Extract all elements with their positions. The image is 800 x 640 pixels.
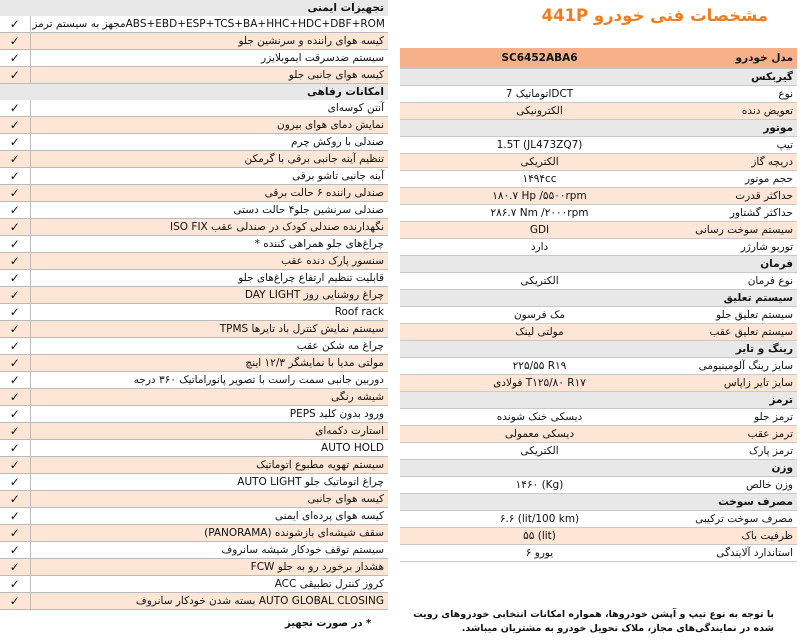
spec-label: سیستم سوخت رسانی [679,222,797,239]
feature-row [0,50,388,67]
specs-table [400,48,797,562]
feature-row [0,355,388,372]
spec-section [400,460,797,477]
spec-value: دارد [400,239,679,256]
spec-section-heading: ترمز [400,392,797,409]
spec-section-heading: گیربکس [400,69,797,86]
page-title: مشخصات فنی خودرو 441P [541,6,768,25]
spec-section [400,256,797,273]
spec-row [400,426,797,443]
check-icon: ✓ [0,338,30,355]
feature-row [0,270,388,287]
spec-label: ظرفیت باک [679,528,797,545]
check-icon: ✓ [0,16,30,33]
check-icon: ✓ [0,491,30,508]
section-heading: تجهیزات ایمنی [0,0,388,16]
feature-row [0,117,388,134]
feature-label: چراغ‌های جلو همراهی کننده * [30,236,388,253]
spec-label: ترمز پارک [679,443,797,460]
spec-value: ۲۸۶.۷ Nm /۲۰۰۰rpm [400,205,679,222]
feature-row [0,321,388,338]
feature-row [0,100,388,117]
spec-row [400,307,797,324]
model-row [400,48,797,69]
feature-row [0,253,388,270]
spec-label: وزن خالص [679,477,797,494]
footnote: * در صورت تجهیز [285,618,372,629]
spec-row [400,545,797,562]
spec-row [400,511,797,528]
spec-label: سیستم تعلیق جلو [679,307,797,324]
check-icon: ✓ [0,287,30,304]
feature-label: سیستم تهویه مطبوع اتوماتیک [30,457,388,474]
feature-row [0,185,388,202]
spec-row [400,222,797,239]
section-safety [0,0,388,16]
feature-label: ورود بدون کلید PEPS [30,406,388,423]
spec-row [400,188,797,205]
feature-label: سیستم ضدسرقت ایموبلایزر [30,50,388,67]
feature-label: هشدار برخورد رو به جلو FCW [30,559,388,576]
feature-row [0,16,388,33]
spec-value: ۶.۶ (lit/100 km) [400,511,679,528]
spec-section [400,494,797,511]
features-table [0,0,388,610]
feature-row [0,168,388,185]
feature-label: سقف شیشه‌ای بازشونده (PANORAMA) [30,525,388,542]
section-heading: امکانات رفاهی [0,84,388,101]
check-icon: ✓ [0,253,30,270]
feature-label: تنظیم آینه جانبی برقی با گرمکن [30,151,388,168]
spec-value: دیسکی خنک شونده [400,409,679,426]
spec-row [400,239,797,256]
spec-value: فولادی T۱۲۵/۸۰ R۱۷ [400,375,679,392]
feature-row [0,33,388,50]
specs-panel [400,48,800,562]
feature-label: صندلی با روکش چرم [30,134,388,151]
check-icon: ✓ [0,423,30,440]
section-comfort [0,84,388,101]
spec-label: مصرف سوخت ترکیبی [679,511,797,528]
check-icon: ✓ [0,236,30,253]
spec-label: سیستم تعلیق عقب [679,324,797,341]
feature-label: نمایش دمای هوای بیرون [30,117,388,134]
spec-label: نوع فرمان [679,273,797,290]
spec-section [400,120,797,137]
feature-row [0,236,388,253]
feature-label: دوربین جانبی سمت راست با تصویر پانوراماتیک ۳۶۰ درجه [30,372,388,389]
spec-value: ۲۲۵/۵۵ R۱۹ [400,358,679,375]
check-icon: ✓ [0,559,30,576]
feature-label: شیشه رنگی [30,389,388,406]
spec-value: ۱۴۶۰ (Kg) [400,477,679,494]
feature-label: صندلی راننده ۶ حالت برقی [30,185,388,202]
spec-value: ۵۵ (lit) [400,528,679,545]
spec-row [400,86,797,103]
feature-label: کیسه هوای جانبی [30,491,388,508]
spec-label: استاندارد آلایندگی [679,545,797,562]
check-icon: ✓ [0,525,30,542]
feature-label: نگهدارنده صندلی کودک در صندلی عقب ISO FIX [30,219,388,236]
spec-label: حداکثر گشتاور [679,205,797,222]
spec-row [400,477,797,494]
spec-label: تعویض دنده [679,103,797,120]
spec-value: دیسکی معمولی [400,426,679,443]
feature-label: کیسه هوای جانبی جلو [30,67,388,84]
feature-label: آنتن کوسه‌ای [30,100,388,117]
spec-row [400,358,797,375]
spec-value: الکتریکی [400,443,679,460]
spec-row [400,137,797,154]
spec-row [400,409,797,426]
feature-row [0,304,388,321]
feature-label: سیستم نمایش کنترل باد تایرها TPMS [30,321,388,338]
feature-label: استارت دکمه‌ای [30,423,388,440]
spec-section-heading: موتور [400,120,797,137]
check-icon: ✓ [0,67,30,84]
spec-value: الکتریکی [400,154,679,171]
feature-row [0,202,388,219]
check-icon: ✓ [0,576,30,593]
feature-label: AUTO HOLD [30,440,388,457]
feature-row [0,134,388,151]
spec-section-heading: فرمان [400,256,797,273]
spec-label: تیپ [679,137,797,154]
feature-label: Roof rack [30,304,388,321]
spec-value: یورو ۶ [400,545,679,562]
feature-row [0,338,388,355]
spec-row [400,103,797,120]
spec-label: حداکثر قدرت [679,188,797,205]
feature-row [0,406,388,423]
feature-label: AUTO GLOBAL CLOSING بسته شدن خودکار سانروف [30,593,388,610]
spec-section-heading: سیستم تعلیق [400,290,797,307]
spec-row [400,171,797,188]
spec-row [400,154,797,171]
feature-row [0,440,388,457]
feature-row [0,525,388,542]
spec-value: الکتریکی [400,273,679,290]
check-icon: ✓ [0,440,30,457]
feature-row [0,474,388,491]
check-icon: ✓ [0,50,30,67]
spec-label: سایز رینگ آلومینیومی [679,358,797,375]
spec-section [400,69,797,86]
check-icon: ✓ [0,457,30,474]
check-icon: ✓ [0,100,30,117]
check-icon: ✓ [0,33,30,50]
feature-row [0,593,388,610]
spec-value: 1.5T (JL473ZQ7) [400,137,679,154]
feature-label: کیسه هوای راننده و سرنشین جلو [30,33,388,50]
check-icon: ✓ [0,185,30,202]
feature-row [0,559,388,576]
check-icon: ✓ [0,355,30,372]
spec-value: مک فرسون [400,307,679,324]
feature-label: آینه جانبی تاشو برقی [30,168,388,185]
model-value: SC6452ABA6 [400,48,679,69]
spec-row [400,273,797,290]
spec-section [400,392,797,409]
disclaimer-note: با توجه به نوع تیپ و آپشن خودروها، همواره امکانات انتخابی خودروهای رویت شده در نمایندگی‌های مجاز، ملاک تحویل خودرو به مشتریان میباشد. [413,609,774,634]
spec-section-heading: مصرف سوخت [400,494,797,511]
feature-label: ABS+EBD+ESP+TCS+BA+HHC+HDC+DBF+ROMمجهز به سیستم ترمز [30,16,388,33]
feature-label: مولتی مدیا با نمایشگر ۱۲/۳ اینچ [30,355,388,372]
feature-row [0,219,388,236]
spec-value: ۱۸۰.۷ Hp /۵۵۰۰rpm [400,188,679,205]
check-icon: ✓ [0,542,30,559]
feature-row [0,542,388,559]
spec-value: اتوماتیک 7DCT [400,86,679,103]
feature-label: سیستم توقف خودکار شیشه سانروف [30,542,388,559]
spec-value: GDI [400,222,679,239]
check-icon: ✓ [0,219,30,236]
feature-row [0,67,388,84]
check-icon: ✓ [0,372,30,389]
spec-row [400,528,797,545]
feature-row [0,151,388,168]
spec-row [400,205,797,222]
spec-row [400,324,797,341]
spec-row [400,375,797,392]
spec-label: ترمز جلو [679,409,797,426]
feature-label: چراغ اتوماتیک جلو AUTO LIGHT [30,474,388,491]
feature-row [0,287,388,304]
feature-label: صندلی سرنشین جلو۴ حالت دستی [30,202,388,219]
feature-label: چراغ روشنایی روز DAY LIGHT [30,287,388,304]
check-icon: ✓ [0,474,30,491]
feature-label: کروز کنترل تطبیقی ACC [30,576,388,593]
feature-row [0,372,388,389]
spec-section-heading: وزن [400,460,797,477]
check-icon: ✓ [0,202,30,219]
feature-row [0,491,388,508]
feature-row [0,389,388,406]
spec-label: دریچه گاز [679,154,797,171]
model-label: مدل خودرو [679,48,797,69]
check-icon: ✓ [0,304,30,321]
features-panel [0,0,388,629]
check-icon: ✓ [0,321,30,338]
check-icon: ✓ [0,593,30,610]
check-icon: ✓ [0,389,30,406]
feature-label: چراغ مه شکن عقب [30,338,388,355]
check-icon: ✓ [0,151,30,168]
feature-label: سنسور پارک دنده عقب [30,253,388,270]
spec-section [400,341,797,358]
check-icon: ✓ [0,508,30,525]
check-icon: ✓ [0,134,30,151]
check-icon: ✓ [0,117,30,134]
check-icon: ✓ [0,168,30,185]
feature-row [0,457,388,474]
feature-row [0,508,388,525]
feature-row [0,423,388,440]
feature-label: کیسه هوای پرده‌ای ایمنی [30,508,388,525]
spec-section-heading: رینگ و تایر [400,341,797,358]
spec-value: ۱۴۹۴cc [400,171,679,188]
check-icon: ✓ [0,406,30,423]
spec-label: نوع [679,86,797,103]
feature-label: قابلیت تنظیم ارتفاع چراغ‌های جلو [30,270,388,287]
spec-section [400,290,797,307]
spec-label: سایز تایر زاپاس [679,375,797,392]
spec-row [400,443,797,460]
spec-value: مولتی لینک [400,324,679,341]
spec-value: الکترونیکی [400,103,679,120]
feature-row [0,576,388,593]
spec-label: ترمز عقب [679,426,797,443]
spec-label: حجم موتور [679,171,797,188]
spec-label: توربو شارژر [679,239,797,256]
check-icon: ✓ [0,270,30,287]
